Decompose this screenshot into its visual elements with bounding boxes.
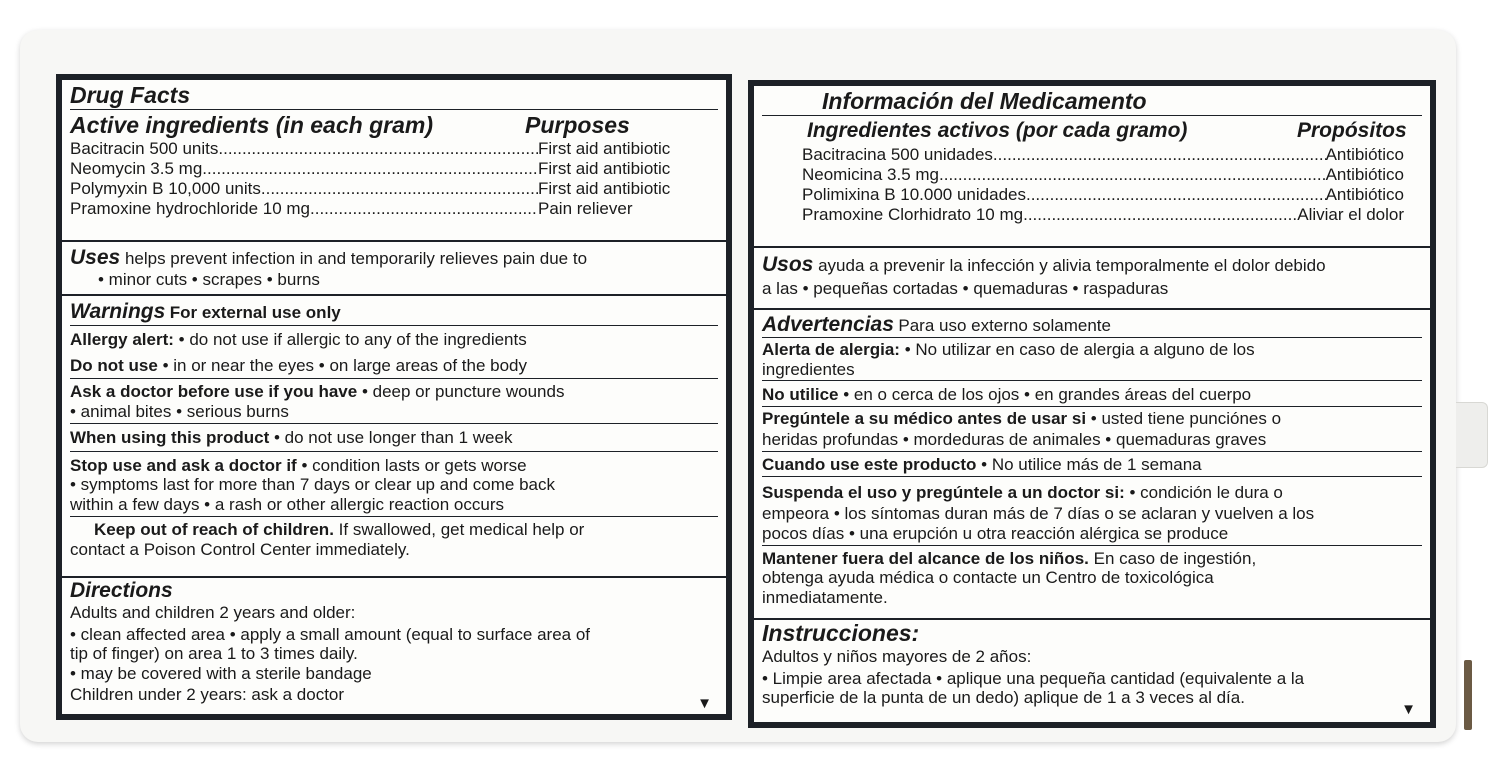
directions-line-1-es: Adultos y niños mayores de 2 años: [762, 647, 1032, 666]
directions-section-es [754, 620, 1430, 724]
stop-use-text-es: • condición le dura o [1129, 483, 1283, 502]
ingredient-purpose: First aid antibiotic [538, 159, 671, 178]
drug-facts-panel-en [56, 74, 732, 720]
keep-out-text-2-es: obtenga ayuda médica o contacte un Centro de toxicológica [762, 568, 1214, 587]
leader-dots [993, 145, 1326, 165]
ingredient-name: Polimixina B 10.000 unidades [802, 185, 1026, 204]
active-ingredients-heading-es: Ingredientes activos (por cada gramo) [807, 119, 1188, 142]
when-using-text-es: • No utilice más de 1 semana [981, 454, 1202, 474]
keep-out-of-reach [70, 517, 718, 559]
directions-section [62, 578, 726, 718]
allergy-label: Allergy alert: [70, 330, 174, 349]
keep-out-of-reach-es [762, 546, 1422, 608]
do-not-use-label: Do not use [70, 355, 158, 375]
ask-doctor-text-2-es: heridas profundas • mordeduras de animales • quemaduras graves [762, 430, 1267, 449]
keep-out-label-es: Mantener fuera del alcance de los niños. [762, 548, 1089, 568]
ask-doctor [70, 379, 718, 424]
keep-out-text-es: En caso de ingestión, [1093, 548, 1257, 568]
package-edge [1464, 660, 1472, 730]
ingredient-purpose: Antibiótico [1325, 185, 1404, 204]
ask-doctor-text-es: • usted tiene punciónes o [1090, 408, 1282, 428]
uses-text: helps prevent infection in and temporarily relieves pain due to [124, 249, 588, 268]
warnings-heading-es: Advertencias [762, 313, 894, 336]
ask-doctor-text-2: • animal bites • serious burns [70, 401, 289, 421]
ingredient-purpose: First aid antibiotic [538, 179, 671, 198]
when-using [70, 424, 718, 452]
ask-doctor-es [762, 407, 1422, 452]
ingredient-list-es [762, 145, 1422, 225]
active-ingredients-heading: Active ingredients (in each gram) [70, 112, 433, 138]
do-not-use-label-es: No utilice [762, 385, 839, 404]
ingredient-name: Bacitracina 500 unidades [802, 145, 993, 164]
warnings-heading: Warnings [70, 300, 166, 323]
ingredient-row [802, 185, 1404, 205]
ingredient-name: Neomycin 3.5 mg [70, 159, 203, 178]
drug-facts-title: Drug Facts [70, 82, 718, 110]
stop-use [70, 452, 718, 518]
directions-line-2: • clean affected area • apply a small amount (equal to surface area of [70, 624, 591, 644]
allergy-text-es: • No utilizar en caso de alergia a alguno de los [904, 340, 1255, 359]
uses-list: • minor cuts • scrapes • burns [98, 270, 320, 289]
directions-line-1: Adults and children 2 years and older: [70, 603, 356, 622]
stop-use-text-2-es: empeora • los síntomas duran más de 7 días o se aclaran y vuelven a los [762, 503, 1315, 523]
purposes-heading: Purposes [525, 112, 630, 138]
ingredients-header-es [762, 118, 1422, 143]
warnings-section [62, 296, 726, 578]
ask-doctor-label: Ask a doctor before use if you have [70, 382, 358, 401]
leader-dots [1026, 185, 1326, 205]
continue-arrow-icon: ▼ [697, 695, 712, 712]
ingredient-row [70, 159, 718, 179]
do-not-use-text-es: • en o cerca de los ojos • en grandes áreas del cuerpo [843, 385, 1252, 404]
stop-use-label-es: Suspenda el uso y pregúntele a un doctor si: [762, 483, 1125, 502]
directions-line-4: • may be covered with a sterile bandage [70, 663, 372, 683]
warnings-section-es [754, 310, 1430, 620]
ingredient-name: Polymyxin B 10,000 units [70, 179, 261, 198]
do-not-use-text: • in or near the eyes • on large areas of the body [162, 355, 527, 375]
leader-dots [202, 159, 538, 179]
keep-out-text: If swallowed, get medical help or [338, 520, 585, 539]
allergy-alert [70, 326, 718, 379]
ingredient-row [802, 205, 1404, 225]
warnings-header-es [762, 310, 1422, 338]
ingredient-name: Pramoxine Clorhidrato 10 mg [802, 205, 1024, 224]
ingredient-row [70, 139, 718, 159]
drug-facts-title-es: Información del Medicamento [762, 88, 1422, 116]
stop-use-label: Stop use and ask a doctor if [70, 455, 297, 475]
continue-arrow-icon-es: ▼ [1401, 701, 1416, 718]
ingredient-purpose: Pain reliever [538, 199, 633, 218]
uses-text-2-es: a las • pequeñas cortadas • quemaduras • raspaduras [762, 279, 1169, 298]
purposes-heading-es: Propósitos [1297, 119, 1407, 142]
uses-section [62, 242, 726, 296]
warnings-header [70, 296, 718, 326]
allergy-alert-es [762, 338, 1422, 381]
package-tab [1456, 402, 1488, 468]
leader-dots [218, 139, 538, 159]
keep-out-text-2: contact a Poison Control Center immediately. [70, 539, 410, 559]
keep-out-label: Keep out of reach of children. [94, 520, 334, 539]
ingredient-row [802, 145, 1404, 165]
stop-use-text: • condition lasts or gets worse [301, 455, 527, 475]
keep-out-text-3-es: inmediatamente. [762, 587, 888, 607]
leader-dots [939, 165, 1326, 185]
when-using-text: • do not use longer than 1 week [274, 428, 513, 447]
directions-line-2-es: • Limpie area afectada • aplique una pequeña cantidad (equivalente a la [762, 668, 1305, 688]
active-ingredients-section-es [754, 88, 1430, 248]
allergy-label-es: Alerta de alergia: [762, 340, 900, 359]
uses-heading-es: Usos [762, 253, 814, 276]
leader-dots [1023, 205, 1297, 225]
ingredient-name: Pramoxine hydrochloride 10 mg [70, 199, 311, 218]
warnings-subheading-es: Para uso externo solamente [898, 316, 1111, 335]
ingredient-list [70, 139, 718, 219]
ingredient-row [70, 199, 718, 219]
when-using-label: When using this product [70, 428, 270, 447]
ingredient-purpose: Antibiótico [1325, 165, 1404, 184]
when-using-es [762, 452, 1422, 478]
stop-use-text-3-es: pocos días • una erupción u otra reacción alérgica se produce [762, 524, 1229, 543]
ask-doctor-text: • deep or puncture wounds [361, 382, 565, 401]
leader-dots [310, 199, 538, 219]
ingredient-name: Bacitracin 500 units [70, 139, 219, 158]
leader-dots [261, 179, 538, 199]
directions-heading-es: Instrucciones: [762, 620, 920, 646]
ingredient-purpose: Antibiótico [1325, 145, 1404, 164]
directions-line-3: tip of finger) on area 1 to 3 times daily. [70, 644, 358, 663]
stop-use-text-2: • symptoms last for more than 7 days or clear up and come back [70, 475, 555, 494]
uses-section-es [754, 248, 1430, 310]
ask-doctor-label-es: Pregúntele a su médico antes de usar si [762, 408, 1087, 428]
stop-use-text-3: within a few days • a rash or other allergic reaction occurs [70, 494, 504, 514]
drug-facts-panel-es [748, 80, 1436, 728]
do-not-use-es [762, 381, 1422, 407]
directions-line-3-es: superficie de la punta de un dedo) aplique de 1 a 3 veces al día. [762, 688, 1245, 707]
when-using-label-es: Cuando use este producto [762, 454, 977, 474]
allergy-text-2-es: ingredientes [762, 359, 855, 379]
uses-heading: Uses [70, 246, 121, 269]
warnings-subheading: For external use only [169, 303, 341, 322]
active-ingredients-section [62, 82, 726, 242]
stop-use-es [762, 477, 1422, 546]
ingredient-purpose: Aliviar el dolor [1297, 205, 1404, 224]
allergy-text: • do not use if allergic to any of the ingredients [178, 330, 527, 349]
directions-line-5: Children under 2 years: ask a doctor [70, 685, 345, 704]
directions-heading: Directions [70, 579, 173, 602]
ingredient-purpose: First aid antibiotic [538, 139, 671, 158]
uses-text-es: ayuda a prevenir la infección y alivia temporalmente el dolor debido [818, 256, 1326, 275]
ingredients-header [70, 112, 718, 139]
ingredient-row [802, 165, 1404, 185]
ingredient-name: Neomicina 3.5 mg [802, 165, 940, 184]
ingredient-row [70, 179, 718, 199]
